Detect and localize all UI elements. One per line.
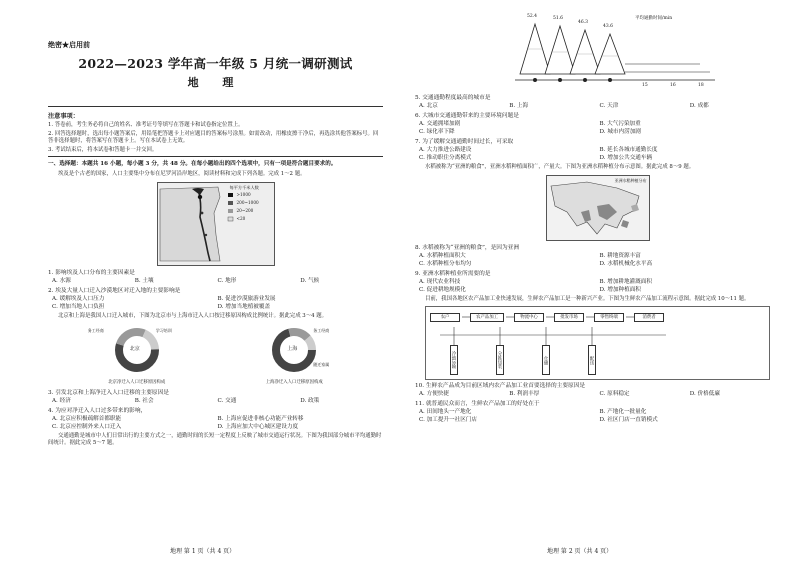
donut-center-label: 北京 <box>129 346 140 353</box>
map-legend-item: 200~1000 <box>236 199 259 205</box>
donut-label: 随迁家属 <box>313 362 330 368</box>
option: A. 水稻种植面积大 <box>419 252 466 259</box>
exam-title: 2022—2023 学年高一年级 5 月统一调研测试 <box>78 56 353 71</box>
donut-shanghai <box>259 324 329 387</box>
question-9: 9. 亚洲水稻种植业所需要的是 <box>415 270 491 277</box>
option: A. 方便快捷 <box>419 391 449 398</box>
flow-node: 农产品加工 <box>470 313 504 322</box>
notes-heading: 注意事项： <box>48 113 79 120</box>
chart-tick: 16 <box>670 83 676 88</box>
flow-diagram <box>425 306 770 380</box>
question-4-options <box>48 415 383 431</box>
flow-node: 冷链运输 <box>450 345 458 375</box>
question-5-options <box>415 102 780 110</box>
option: C. 绿化率下降 <box>419 129 455 135</box>
option: B. 促进沙漠旅游业发展 <box>217 295 276 302</box>
donut-caption: 北京净迁入人口迁移原因构成 <box>108 380 166 386</box>
flow-node: 仓储 <box>542 345 550 375</box>
question-1: 1. 影响埃及人口分布的主要因素是 <box>48 269 135 276</box>
option: D. 上海应加大中心城区建设力度 <box>217 423 299 430</box>
question-1-options <box>48 277 383 285</box>
divider <box>48 106 383 107</box>
secret-label: 绝密★启用前 <box>48 40 90 49</box>
map-title: 亚洲水稻种植分布 <box>614 177 647 183</box>
option: A. 北京应积极疏解首都职能 <box>52 415 122 422</box>
option: D. 增加当地植被覆盖 <box>217 303 271 310</box>
question-2-options <box>48 295 383 311</box>
question-3: 3. 引发北京和上海净迁入人口迁移的主要原因是 <box>48 389 169 396</box>
chart-tick: 15 <box>642 83 648 88</box>
egypt-population-map <box>157 182 275 266</box>
flow-node: 批发市场 <box>554 313 584 322</box>
flow-node: 分拣包装 <box>496 345 504 375</box>
option: B. 土壤 <box>134 277 154 284</box>
question-6: 6. 大城市交通通勤带来的主要环境问题是 <box>415 113 519 119</box>
map-legend-item: 20~200 <box>236 207 254 213</box>
map-graphic <box>158 183 274 265</box>
option: B. 社会 <box>134 397 154 404</box>
section-heading: 一、选择题：本题共 16 小题，每小题 3 分，共 48 分。在每小题给出的四个选项中，只有一项是符合题目要求的。 <box>48 161 337 168</box>
option: D. 增加种植面积 <box>599 286 641 293</box>
option: A. 交通拥堵加剧 <box>419 121 461 127</box>
page-2 <box>397 0 794 561</box>
option: B. 延长各城市通勤长度 <box>599 147 658 153</box>
page-footer: 地理 第 2 页（共 4 页） <box>547 548 613 555</box>
map-legend-title: 每平方千米人数 <box>229 184 259 190</box>
option: B. 上海应促进非核心功能产业转移 <box>217 415 304 422</box>
option: C. 推动职住分离模式 <box>419 155 472 161</box>
option: C. 天津 <box>599 103 619 109</box>
option: D. 成都 <box>689 103 709 109</box>
option: D. 政策 <box>300 397 320 404</box>
option: C. 促进耕地规模化 <box>419 286 466 293</box>
flow-node: 物流中心 <box>514 313 544 322</box>
question-7-options <box>415 146 780 162</box>
intro-text: 埃及是个古老的国家，人口主要集中分布在尼罗河沿岸地区，阅读材料和完成下列各题。完成 1～2 题。 <box>58 170 306 177</box>
donut-center-label: 上海 <box>287 346 298 353</box>
option: A. 田间地头一产地化 <box>419 409 472 416</box>
note-item: 3. 考试结束后，将本试卷和答题卡一并交回。 <box>48 146 158 153</box>
flow-node: 配送 <box>588 345 596 375</box>
question-5: 5. 交通通勤程度最高的城市是 <box>415 95 491 101</box>
option: B. 大气污染加重 <box>599 121 641 127</box>
option: D. 城市内涝加剧 <box>599 129 641 135</box>
option: B. 产地化一批量化 <box>599 409 647 416</box>
option: C. 水稻种植分布均匀 <box>419 260 472 267</box>
option: C. 加工提升一社区门店 <box>419 417 477 424</box>
donut-beijing <box>87 324 172 387</box>
option: D. 气候 <box>300 277 320 284</box>
option: A. 大力推进公路建设 <box>419 147 472 153</box>
option: C. 交通 <box>217 397 237 404</box>
intro-text: 北京和上海是我国人口迁入城市，下图为北京市与上海市迁入人口按迁移原因构成比例统计。据此完成 3～4 题。 <box>58 312 328 319</box>
question-10: 10. 生鲜农产品成为目前区域内农产品加工业首要选择的主要原因是 <box>415 383 586 390</box>
question-8: 8. 水稻被称为“亚洲的粮食”，是因为亚洲 <box>415 244 520 251</box>
option: D. 水稻机械化水平高 <box>599 260 653 267</box>
chart-title: 平均通勤时间/min <box>635 16 673 21</box>
donut-label: 务工经商 <box>313 328 330 334</box>
chart-value: 51.6 <box>553 16 564 21</box>
chart-tick: 18 <box>698 83 704 88</box>
asia-rice-map <box>546 175 650 241</box>
question-9-options <box>415 278 780 294</box>
donut-label: 学习培训 <box>155 328 172 334</box>
donut-charts <box>58 324 373 387</box>
option: B. 增加耕地灌溉面积 <box>599 278 652 285</box>
question-10-options <box>415 390 780 398</box>
option: C. 原料稳定 <box>599 391 630 398</box>
option: A. 经济 <box>52 397 71 404</box>
intro-text: 目前，我国各地区农产品加工业快速发展，生鲜农产品加工是一种新兴产业。下图为生鲜农产品加工流程示意图。据此完成 10～11 题。 <box>425 295 750 302</box>
question-11: 11. 就普通民众而言，生鲜农产品加工的好处在于 <box>415 401 540 408</box>
chart-value: 43.6 <box>603 24 614 29</box>
donut-label: 务工经商 <box>87 328 104 334</box>
option: D. 价格低廉 <box>689 391 720 398</box>
map-legend-item: <20 <box>236 215 246 221</box>
intro-text: 水稻被称为“亚洲的粮食”，亚洲水稻种植面积广，产量大。下图为亚洲水稻种植分布示意图。据此完成 8～9 题。 <box>425 164 695 170</box>
question-8-options <box>415 252 780 268</box>
flow-node: 农户 <box>430 313 460 322</box>
option: A. 缓解埃及人口压力 <box>52 295 105 302</box>
option: C. 增加当地人口负担 <box>52 303 105 310</box>
chart-value: 46.3 <box>578 20 589 25</box>
option: A. 北京 <box>419 103 438 109</box>
page-footer: 地理 第 1 页（共 4 页） <box>170 548 236 555</box>
question-3-options <box>48 397 383 405</box>
subject-title: 地 理 <box>187 76 244 89</box>
donut-caption: 上海净迁入人口迁移原因构成 <box>265 380 323 386</box>
chart-value: 52.4 <box>527 14 538 19</box>
question-6-options <box>415 120 780 136</box>
question-2: 2. 埃及大量人口迁入沙漠地区对迁入地的主要影响是 <box>48 287 181 294</box>
question-7: 7. 为了缓解交通通勤时间过长，可采取 <box>415 139 514 145</box>
option: B. 利润丰厚 <box>509 391 540 398</box>
option: B. 上海 <box>509 103 529 109</box>
question-11-options <box>415 408 780 424</box>
divider <box>48 156 383 157</box>
chart-graphic <box>515 14 715 92</box>
note-item: 2. 回答选择题时，选出每小题答案后，用铅笔把答题卡上对应题目的答案标号涂黑。如需改动，用橡皮擦干净后，再选涂其他答案标号。回答非选择题时，将答案写在答题卡上。写在本试卷上无效。 <box>48 130 379 145</box>
map-legend-item: >1000 <box>236 191 251 197</box>
note-item: 1. 答卷前，考生务必将自己的姓名、准考证号等填写在答题卡和试卷指定位置上。 <box>48 122 244 128</box>
option: C. 北京应控制外来人口迁入 <box>52 423 122 430</box>
flow-node: 零售终端 <box>594 313 624 322</box>
option: A. 水源 <box>52 277 71 284</box>
question-4: 4. 为应对净迁入人口过多带来的影响， <box>48 407 147 414</box>
intro-text: 交通通勤是城市中人们日常出行的主要方式之一，通勤时间的长短一定程度上反映了城市交通运行状况。下图为我国部分城市平均通勤时间统计。据此完成 5～7 题。 <box>48 432 382 447</box>
option: C. 地形 <box>217 277 237 284</box>
option: D. 社区门店一直销模式 <box>599 417 658 424</box>
map-graphic <box>547 176 649 240</box>
option: A. 现代农业科技 <box>419 278 461 285</box>
commute-chart <box>515 14 715 92</box>
option: B. 耕地资源丰富 <box>599 252 641 259</box>
flow-node: 消费者 <box>634 313 664 322</box>
option: D. 增加公共交通车辆 <box>599 155 653 161</box>
